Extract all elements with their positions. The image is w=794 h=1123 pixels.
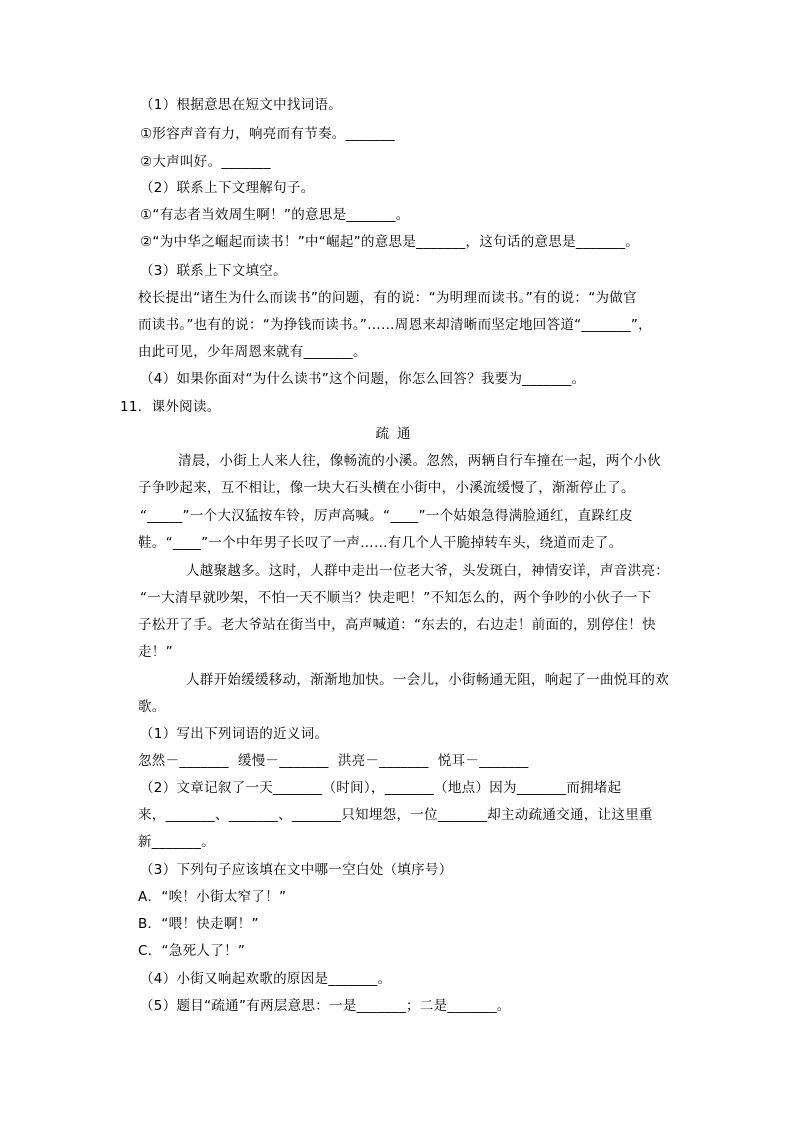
q11-heading: 11．课外阅读。 bbox=[120, 399, 221, 415]
q10-part1-heading: （1）根据意思在短文中找词语。 bbox=[140, 97, 343, 113]
q11-part1-heading: （1）写出下列词语的近义词。 bbox=[140, 726, 329, 742]
q10-part1-item2: ②大声叫好。_______ bbox=[140, 154, 271, 170]
passage-p2-line1: “_____”一个大汉猛按车铃，厉声高喊。“____”一个姑娘急得满脸通红，直跺红皮 bbox=[140, 508, 633, 524]
q10-part2-heading: （2）联系上下文理解句子。 bbox=[140, 180, 315, 196]
q10-part4: （4）如果你面对“为什么读书”这个问题，你怎么回答？我要为_______。 bbox=[140, 371, 586, 387]
passage-title: 疏通 bbox=[375, 426, 419, 442]
q10-part3-text-line2: 而读书。”也有的说：“为挣钱而读书。”……周恩来却清晰而坚定地回答道“_______”， bbox=[138, 317, 652, 333]
q10-part1-item1: ①形容声音有力，响亮而有节奏。_______ bbox=[140, 126, 395, 142]
passage-p2-line2: 鞋。“____”一个中年男子长叹了一声……有几个人干脆掉转车头，绕道而走了。 bbox=[138, 535, 623, 551]
q10-part2-item1: ①“有志者当效周生啊！”的意思是_______。 bbox=[140, 207, 410, 223]
passage-p3-line2: “一大清早就吵架，不怕一天不顺当？快走吧！”不知怎么的，两个争吵的小伙子一下 bbox=[140, 590, 652, 606]
q10-part3-text-line1: 校长提出“诸生为什么而读书”的问题，有的说：“为明理而读书。”有的说：“为做官 bbox=[138, 290, 637, 306]
passage-p1-line2: 子争吵起来，互不相让，像一块大石头横在小街中，小溪流缓慢了，渐渐停止了。 bbox=[138, 480, 635, 496]
q11-part2-line1: （2）文章记叙了一天_______（时间），_______（地点）因为_______而拥堵起 bbox=[140, 780, 622, 796]
q10-part3-heading: （3）联系上下文填空。 bbox=[140, 263, 287, 279]
q11-part3-option-c: C．“急死人了！” bbox=[138, 943, 246, 959]
q11-part2-line2: 来，_______、_______、_______只知埋怨，一位_______却主动疏通交通，让这里重 bbox=[138, 807, 653, 823]
passage-p4-line2: 歌。 bbox=[138, 699, 166, 715]
passage-p1-line1: 清晨，小街上人来人往，像畅流的小溪。忽然，两辆自行车撞在一起，两个小伙 bbox=[178, 453, 661, 469]
passage-p3-line1: 人越聚越多。这时，人群中走出一位老大爷，头发斑白，神情安详，声音洪亮： bbox=[186, 563, 669, 579]
q11-part3-option-b: B．“喂！快走啊！” bbox=[138, 916, 259, 932]
q10-part3-text-line3: 由此可见，少年周恩来就有_______。 bbox=[138, 344, 367, 360]
passage-p4-line1: 人群开始缓缓移动，渐渐地加快。一会儿，小街畅通无阻，响起了一曲悦耳的欢 bbox=[186, 672, 669, 688]
q11-part2-line3: 新_______。 bbox=[138, 834, 215, 850]
passage-p3-line4: 走！” bbox=[138, 644, 173, 660]
q11-part4: （4）小街又响起欢歌的原因是_______。 bbox=[140, 971, 392, 987]
q11-part1-items: 忽然－_______ 缓慢－_______ 洪亮－_______ 悦耳－_______ bbox=[138, 753, 529, 769]
q10-part2-item2: ②“为中华之崛起而读书！”中“崛起”的意思是_______，这句话的意思是_______。 bbox=[140, 234, 640, 250]
q11-part3-option-a: A．“唉！小街太窄了！” bbox=[138, 889, 287, 905]
q11-part5: （5）题目“疏通”有两层意思：一是_______；二是_______。 bbox=[140, 998, 511, 1014]
passage-p3-line3: 子松开了手。老大爷站在街当中，高声喊道：“东去的，右边走！前面的，别停住！快 bbox=[138, 617, 656, 633]
q11-part3-heading: （3）下列句子应该填在文中哪一空白处（填序号） bbox=[140, 862, 453, 878]
